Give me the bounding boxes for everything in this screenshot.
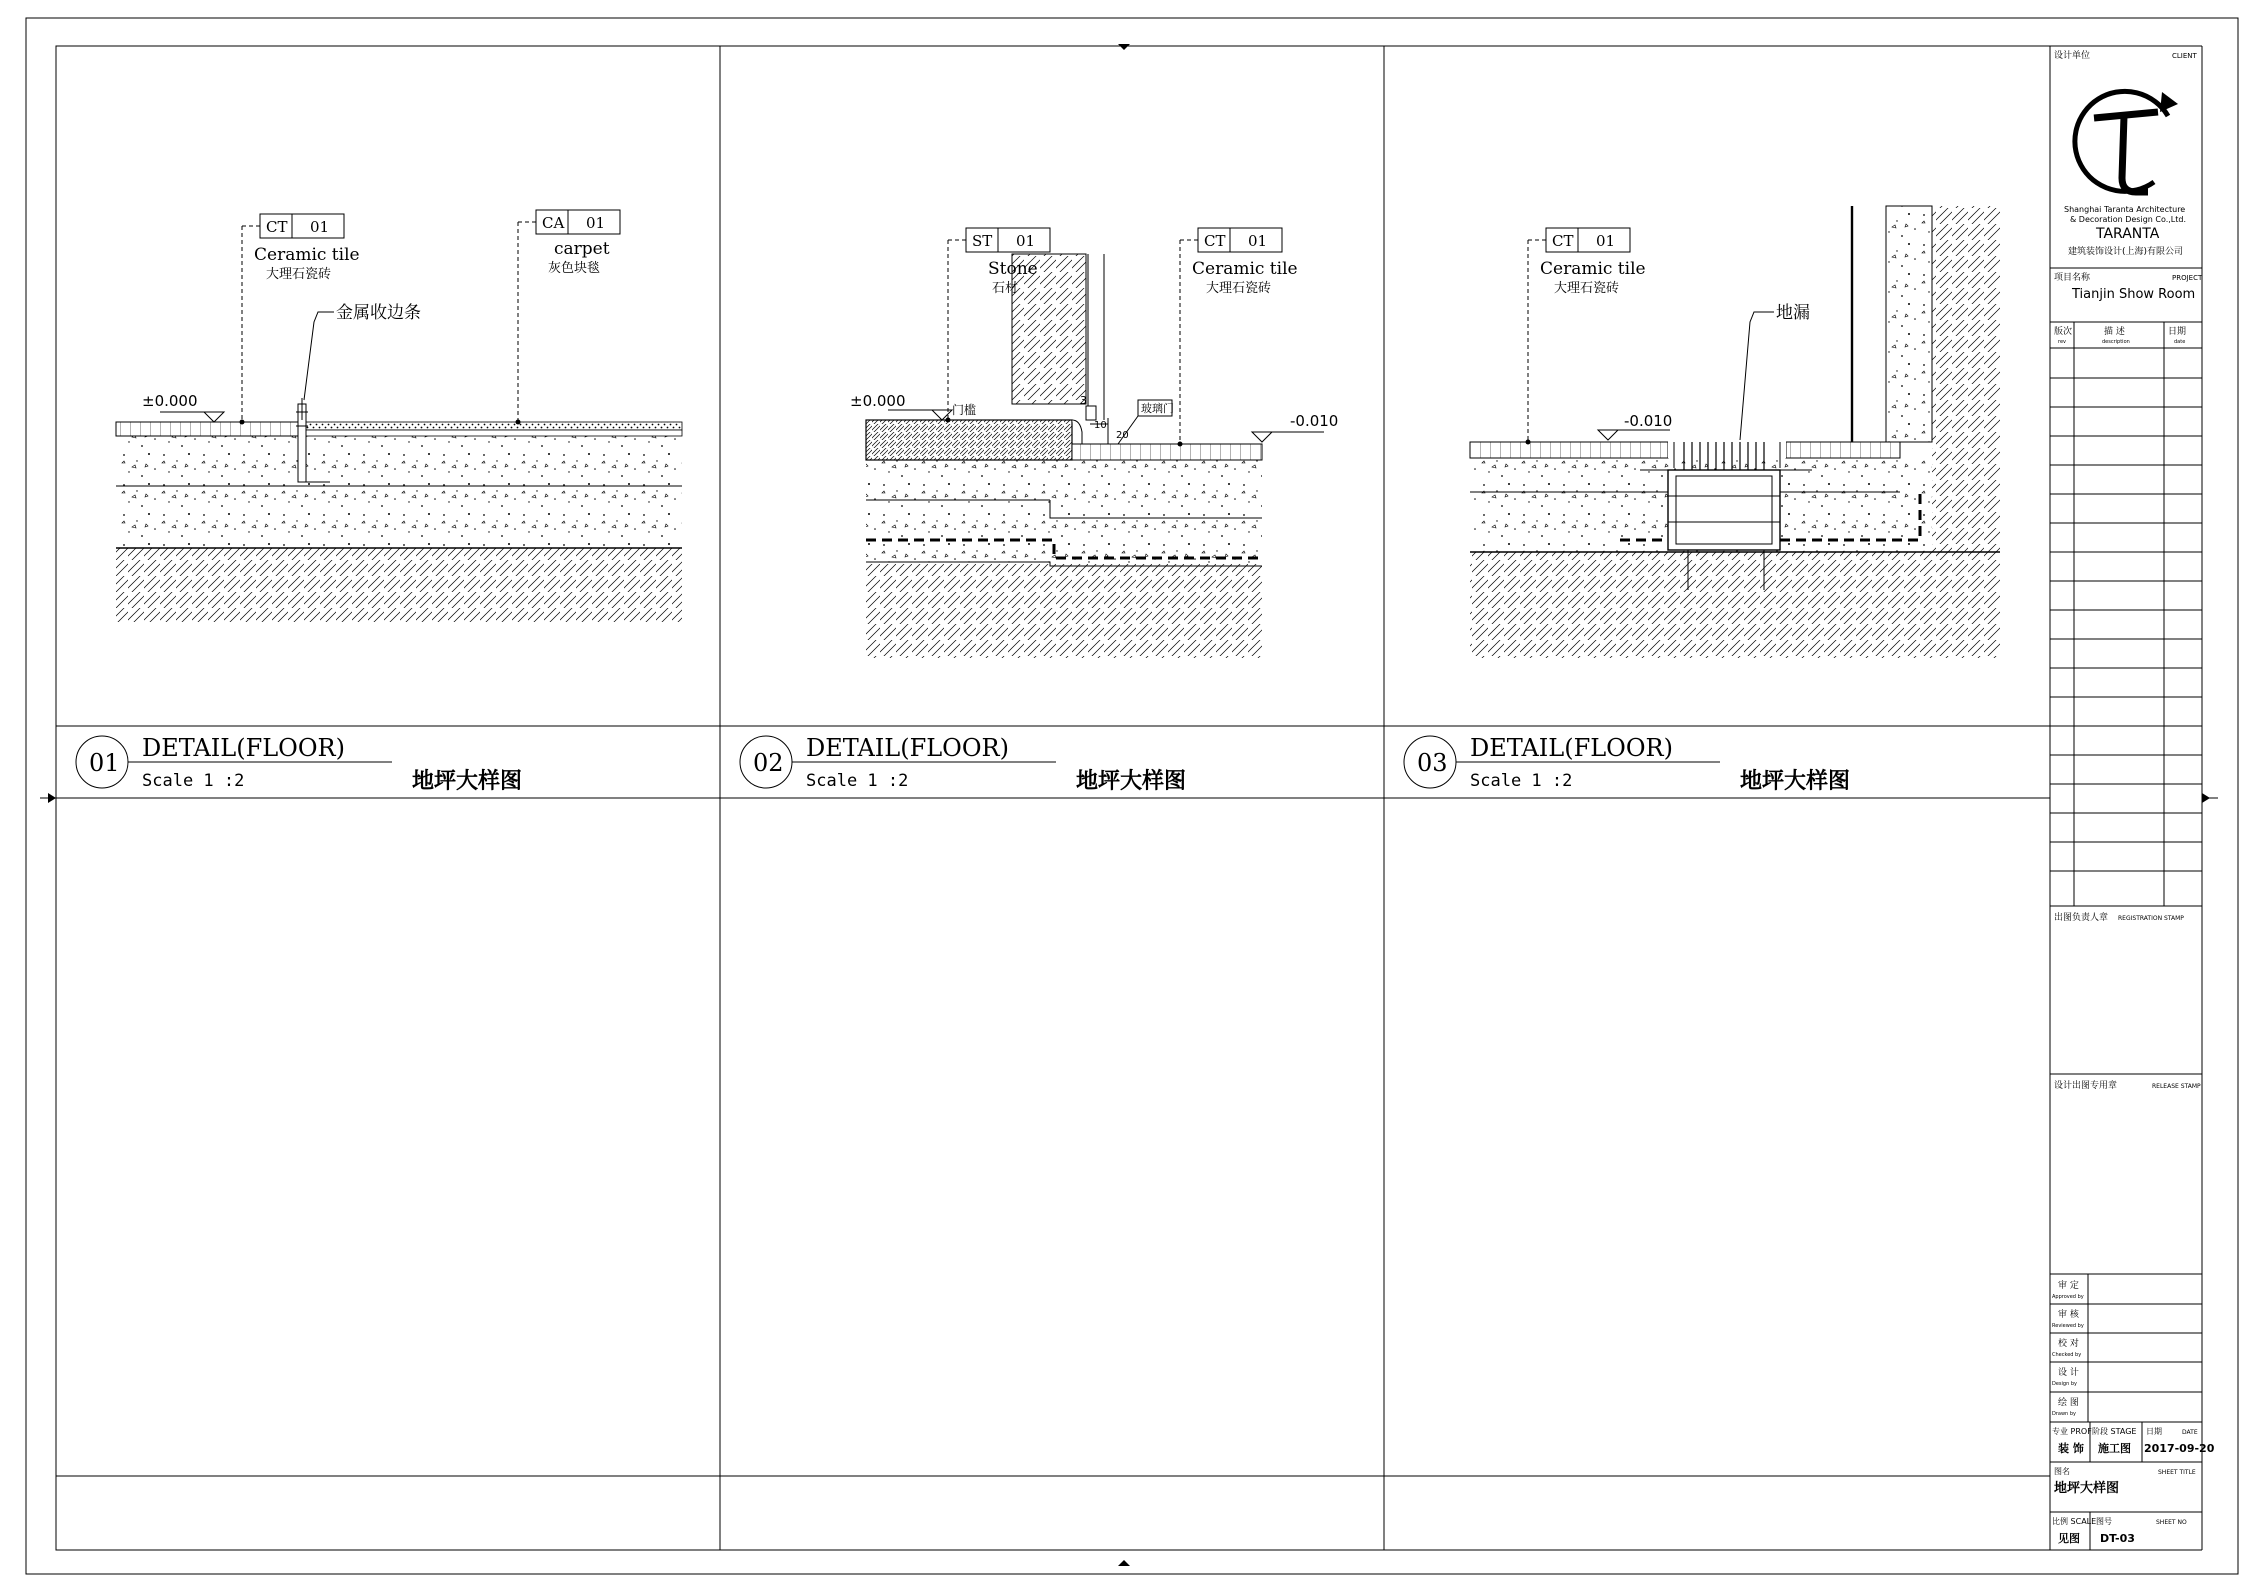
svg-text:审 核: 审 核 [2058, 1310, 2079, 1320]
svg-text:01: 01 [1248, 232, 1268, 250]
svg-text:设 计: 设 计 [2058, 1368, 2079, 1378]
svg-text:CT: CT [1204, 232, 1226, 250]
svg-text:版次: 版次 [2054, 327, 2073, 337]
svg-text:±0.000: ±0.000 [850, 392, 906, 410]
svg-text:出图负责人章: 出图负责人章 [2054, 913, 2109, 923]
svg-text:绘 图: 绘 图 [2058, 1398, 2079, 1408]
svg-text:CT: CT [266, 218, 288, 236]
svg-text:ST: ST [972, 232, 993, 250]
svg-text:专业 PROF: 专业 PROF [2052, 1427, 2092, 1436]
detail-02-tag-ct-name: Ceramic tile [1192, 259, 1298, 279]
detail-02-tag-ct-cn: 大理石瓷砖 [1206, 281, 1272, 296]
svg-text:审 定: 审 定 [2058, 1281, 2079, 1291]
svg-text:设计出图专用章: 设计出图专用章 [2054, 1081, 2118, 1091]
company-cn: 建筑装饰设计(上海)有限公司 [2068, 247, 2184, 257]
detail-01-number: 01 [89, 749, 120, 777]
detail-03-level-mark [1598, 412, 1672, 440]
svg-text:玻璃门: 玻璃门 [1141, 402, 1174, 415]
svg-text:装 饰: 装 饰 [2058, 1442, 2084, 1455]
svg-text:日期: 日期 [2168, 327, 2187, 337]
svg-text:比例 SCALE: 比例 SCALE [2052, 1517, 2097, 1526]
sheet-number: DT-03 [2100, 1532, 2135, 1545]
detail-03-tag-ct-cn: 大理石瓷砖 [1554, 281, 1620, 296]
detail-03-cn-title: 地坪大样图 [1740, 769, 1851, 794]
detail-03-note-drain [1740, 303, 1810, 440]
svg-text:CLIENT: CLIENT [2172, 52, 2197, 60]
title-block [2050, 49, 2215, 1550]
svg-text:CT: CT [1552, 232, 1574, 250]
svg-text:01: 01 [1016, 232, 1036, 250]
svg-text:项目名称: 项目名称 [2054, 273, 2091, 283]
company-en-1: Shanghai Taranta Architecture [2064, 205, 2186, 214]
svg-text:SHEET TITLE: SHEET TITLE [2158, 1469, 2196, 1476]
svg-text:date: date [2174, 339, 2186, 345]
detail-03-title [1404, 734, 1850, 794]
detail-03-scale: Scale 1 :2 [1470, 771, 1573, 791]
detail-01-tag-ca-name: carpet [554, 239, 610, 259]
svg-text:描 述: 描 述 [2104, 327, 2125, 337]
detail-02-cn-title: 地坪大样图 [1076, 769, 1187, 794]
detail-01-level-text: ±0.000 [142, 392, 198, 410]
svg-text:01: 01 [586, 214, 606, 232]
svg-text:-0.010: -0.010 [1290, 412, 1339, 430]
svg-text:rev: rev [2058, 339, 2066, 345]
svg-text:PROJECT: PROJECT [2172, 274, 2203, 282]
svg-text:地漏: 地漏 [1776, 303, 1810, 323]
detail-02-scale: Scale 1 :2 [806, 771, 909, 791]
detail-02-tag-ct [1178, 228, 1298, 447]
center-mark-top [1118, 44, 1130, 50]
svg-text:2017-09-20: 2017-09-20 [2144, 1442, 2215, 1455]
svg-text:Design by: Design by [2052, 1381, 2077, 1387]
detail-01-title [76, 734, 522, 794]
svg-text:CA: CA [542, 214, 565, 232]
project-name: Tianjin Show Room [2072, 287, 2196, 302]
svg-text:01: 01 [1596, 232, 1616, 250]
svg-text:Approved by: Approved by [2052, 1294, 2084, 1300]
detail-01-tag-ct-cn: 大理石瓷砖 [266, 267, 332, 282]
detail-01-level-mark [142, 392, 224, 422]
svg-text:见图: 见图 [2058, 1532, 2080, 1545]
svg-text:01: 01 [310, 218, 330, 236]
center-mark-bottom [1118, 1560, 1130, 1566]
detail-03-number: 03 [1417, 749, 1448, 777]
detail-03-title-text: DETAIL(FLOOR) [1470, 734, 1673, 762]
svg-text:-0.010: -0.010 [1624, 412, 1673, 430]
svg-text:Checked by: Checked by [2052, 1352, 2082, 1358]
svg-text:金属收边条: 金属收边条 [336, 303, 421, 323]
detail-01-tag-ca [516, 210, 621, 425]
svg-text:施工图: 施工图 [2098, 1442, 2131, 1455]
svg-text:Drawn by: Drawn by [2052, 1411, 2076, 1417]
company-brand: TARANTA [2096, 226, 2160, 242]
svg-text:校 对: 校 对 [2058, 1339, 2079, 1349]
detail-02-tag-st-name: Stone [988, 259, 1038, 279]
svg-text:设计单位: 设计单位 [2054, 51, 2091, 61]
svg-text:阶段 STAGE: 阶段 STAGE [2092, 1427, 2137, 1436]
svg-text:10: 10 [1094, 420, 1107, 431]
detail-01-title-text: DETAIL(FLOOR) [142, 734, 345, 762]
svg-text:DATE: DATE [2182, 1429, 2198, 1436]
detail-03-tag-ct-name: Ceramic tile [1540, 259, 1646, 279]
detail-02-drawing [866, 254, 1262, 658]
svg-text:日期: 日期 [2146, 1427, 2162, 1436]
svg-text:RELEASE STAMP: RELEASE STAMP [2152, 1083, 2201, 1090]
svg-text:图号: 图号 [2096, 1517, 2112, 1526]
company-logo [2075, 91, 2178, 192]
svg-text:3: 3 [1080, 394, 1087, 407]
detail-02-number: 02 [753, 749, 784, 777]
detail-01-scale: Scale 1 :2 [142, 771, 245, 791]
company-en-2: & Decoration Design Co.,Ltd. [2070, 215, 2187, 224]
svg-text:description: description [2102, 339, 2130, 345]
detail-01-cn-title: 地坪大样图 [412, 769, 523, 794]
svg-text:REGISTRATION STAMP: REGISTRATION STAMP [2118, 915, 2184, 922]
detail-02-tag-st-cn: 石材 [992, 281, 1019, 296]
svg-text:Reviewed by: Reviewed by [2052, 1323, 2084, 1329]
svg-text:20: 20 [1116, 430, 1129, 441]
detail-01-drawing [116, 398, 682, 622]
detail-02-title-text: DETAIL(FLOOR) [806, 734, 1009, 762]
detail-01-tag-ca-cn: 灰色块毯 [548, 261, 601, 276]
detail-01-tag-ct-name: Ceramic tile [254, 245, 360, 265]
sheet-title: 地坪大样图 [2054, 1481, 2120, 1496]
svg-text:图名: 图名 [2054, 1467, 2070, 1476]
detail-01-note-edge-strip [304, 303, 421, 400]
detail-02-title [740, 734, 1186, 794]
svg-text:门槛: 门槛 [952, 403, 977, 417]
svg-text:SHEET NO: SHEET NO [2156, 1519, 2187, 1526]
